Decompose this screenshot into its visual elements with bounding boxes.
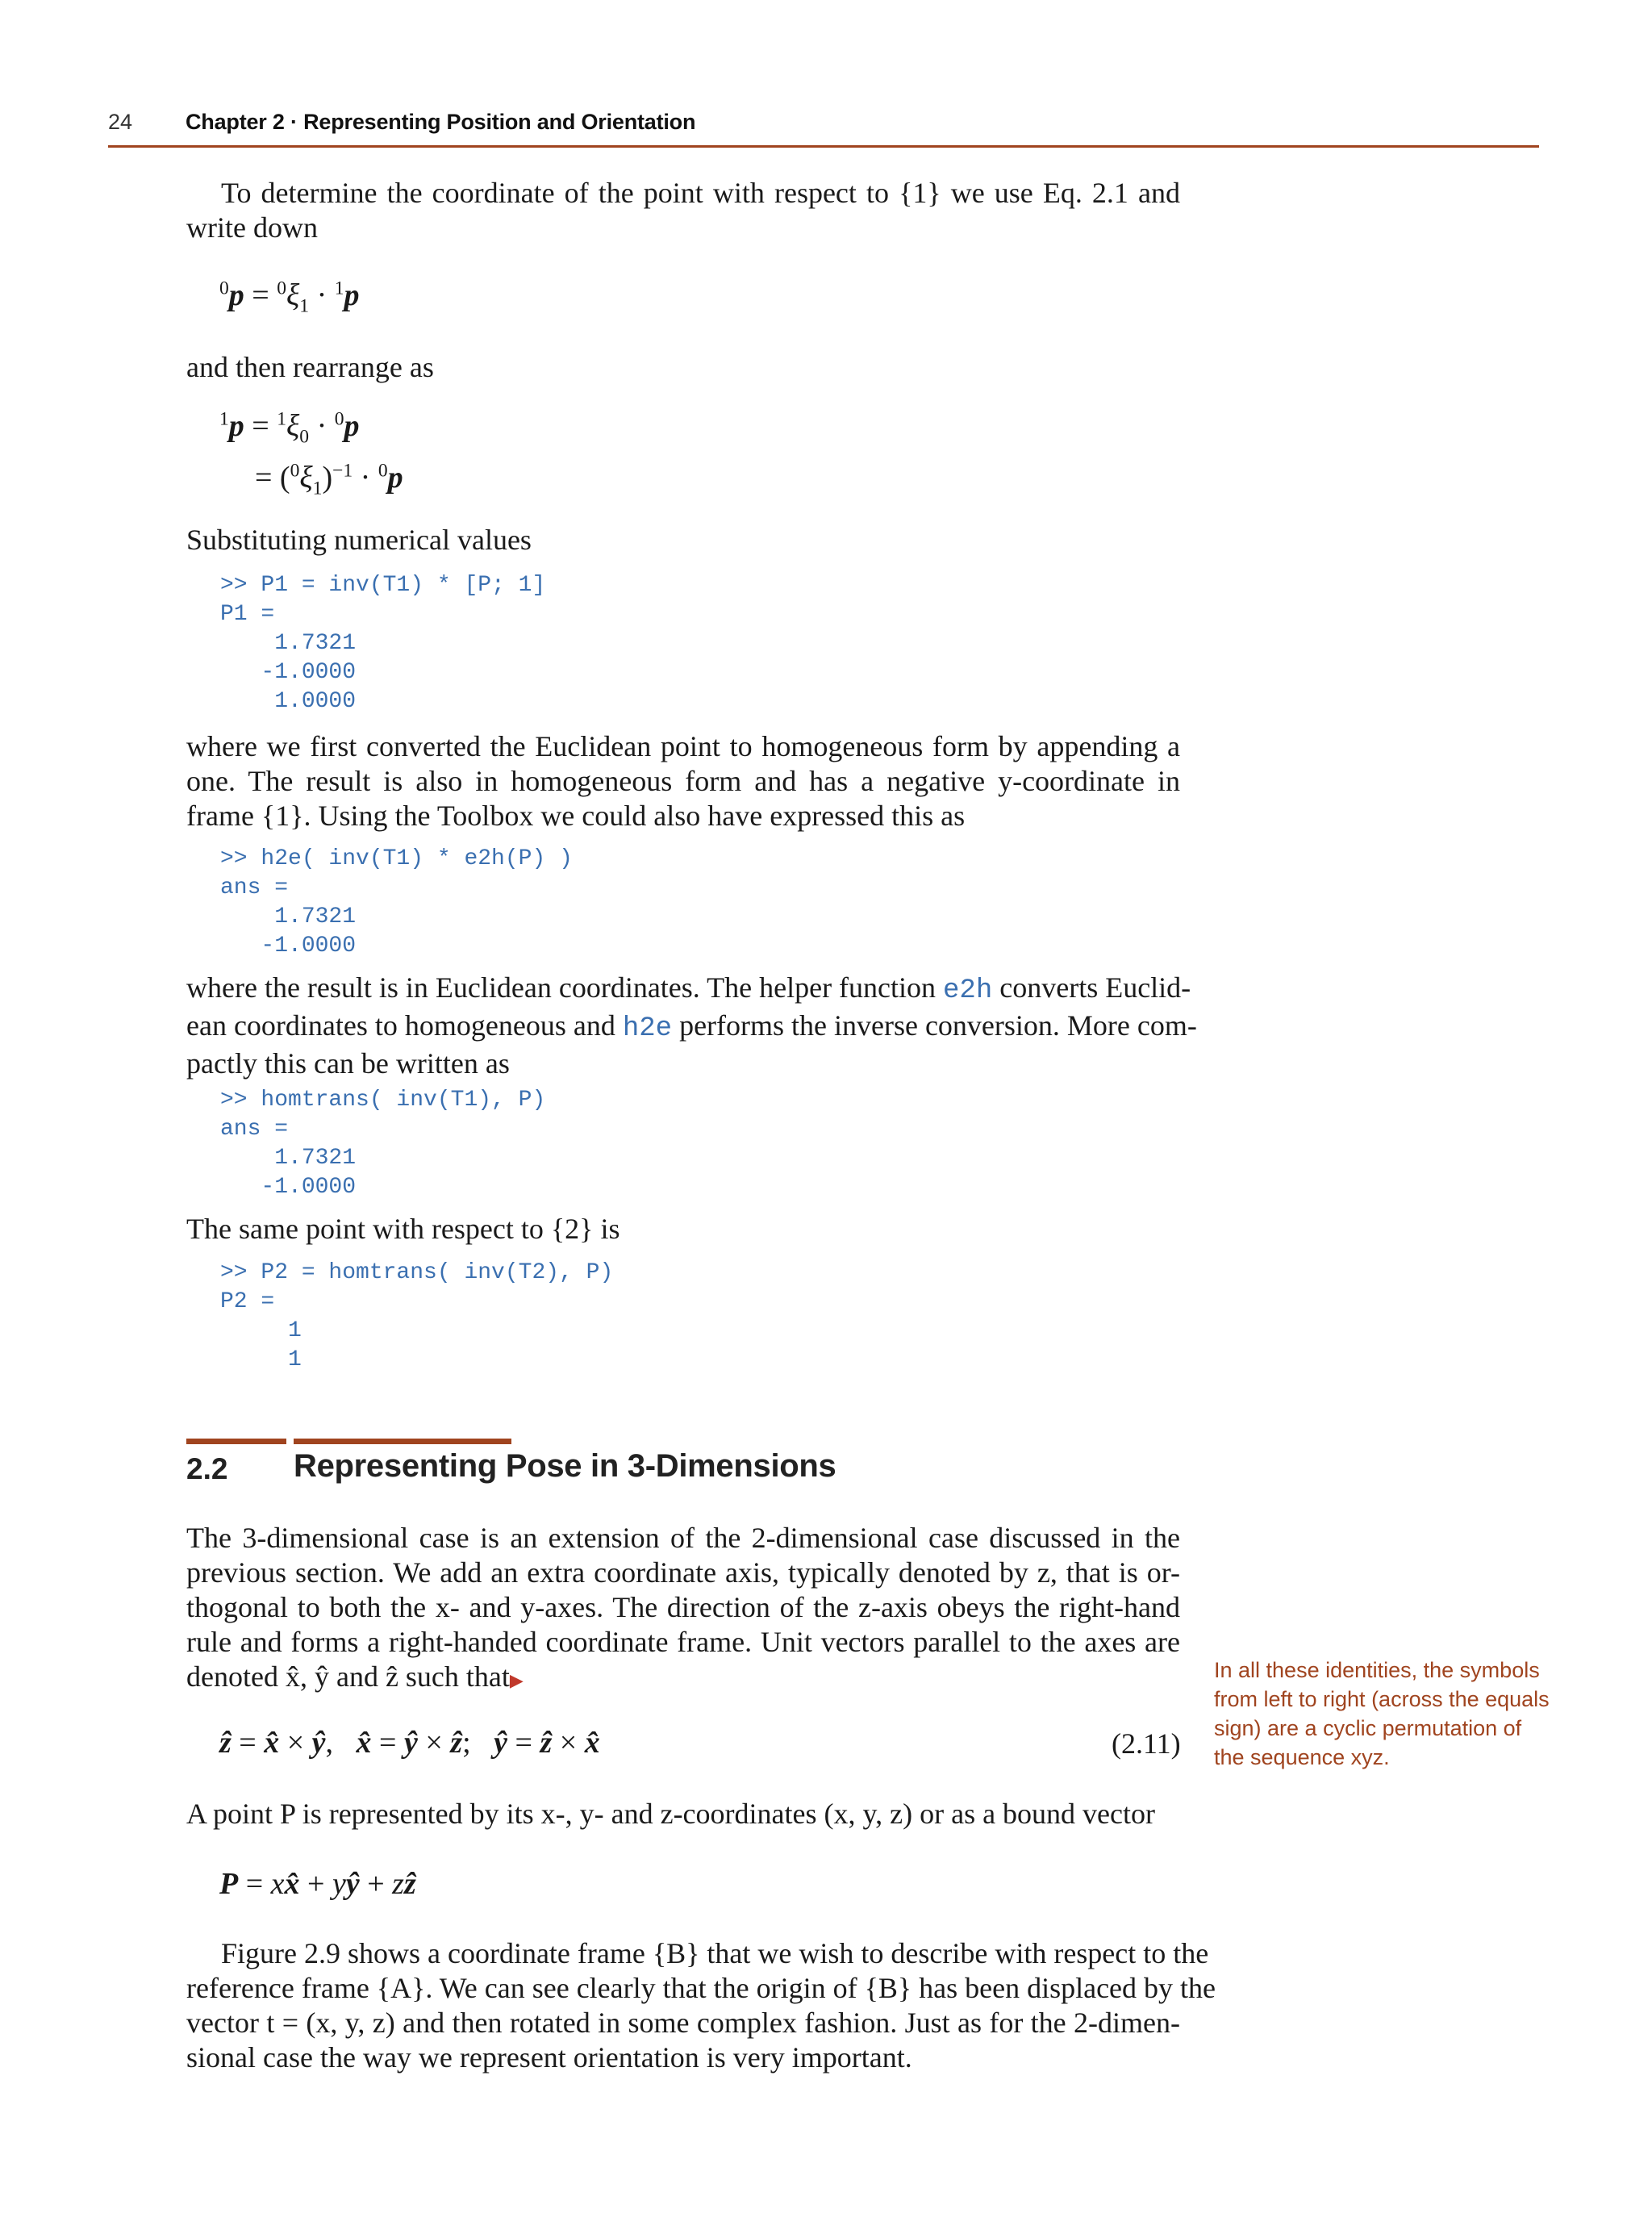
paragraph-substituting: Substituting numerical values	[186, 524, 532, 556]
text-line: pactly this can be written as	[186, 1047, 510, 1080]
text-line	[186, 971, 1191, 1009]
text-line	[186, 1660, 1180, 1698]
text-line: thogonal to both the x- and y-axes. The direction of the z-axis obeys the right-hand	[186, 1591, 1180, 1623]
equation-p1: $^1p = ^1\xi_0 \cdot ^0p$	[219, 408, 360, 448]
equation-number: (2.11)	[1112, 1727, 1181, 1760]
text-span: performs the inverse conversion. More com-	[679, 1009, 1197, 1042]
code-block-homtrans: >> homtrans( inv(T1), P) ans = 1.7321 -1.0000	[220, 1088, 546, 1200]
header-rule	[108, 145, 1539, 148]
inline-code: h2e	[622, 1013, 673, 1044]
section-rule	[294, 1439, 511, 1444]
paragraph-3d-intro	[186, 1521, 1180, 1698]
equation-bound-vector: P = xx̂ + yŷ + zẑ	[219, 1867, 416, 1901]
page-number: 24	[108, 110, 133, 134]
text-line: sional case the way we represent orientation is very important.	[186, 2041, 912, 2074]
section-title: Representing Pose in 3-Dimensions	[294, 1448, 836, 1484]
code-block-p2: >> P2 = homtrans( inv(T2), P) P2 = 1 1	[220, 1260, 614, 1372]
text-line: frame {1}. Using the Toolbox we could also have expressed this as	[186, 800, 966, 832]
equation-cross-products: ẑ = x̂ × ŷ, x̂ = ŷ × ẑ; ŷ = ẑ × x̂	[219, 1726, 600, 1760]
text-span: denoted x̂, ŷ and ẑ such that	[186, 1660, 510, 1693]
margin-note-marker-icon: ▶	[509, 1670, 524, 1690]
code-block-p1: >> P1 = inv(T1) * [P; 1] P1 = 1.7321 -1.0000 1.0000	[220, 573, 546, 714]
paragraph-intro	[186, 176, 1180, 245]
running-title: Chapter 2 · Representing Position and Orientation	[186, 110, 696, 134]
margin-note: In all these identities, the symbols from left to right (across the equals sign) are a cyclic permutation of the sequence xyz.	[1214, 1658, 1550, 1769]
equation-p0: $^0p = ^0\xi_1 \cdot ^1p$	[219, 278, 360, 317]
section-number: 2.2	[186, 1452, 228, 1485]
text-span: converts Euclid-	[999, 971, 1191, 1004]
text-line: rule and forms a right-handed coordinate frame. Unit vectors parallel to the axes are	[186, 1626, 1180, 1658]
text-line: write down	[186, 211, 318, 244]
text-line: where we first converted the Euclidean point to homogeneous form by appending a	[186, 730, 1180, 762]
text-line: The 3-dimensional case is an extension of the 2-dimensional case discussed in the	[186, 1522, 1180, 1554]
text-line: Figure 2.9 shows a coordinate frame {B} that we wish to describe with respect to the	[221, 1937, 1209, 1969]
text-span: ean coordinates to homogeneous and	[186, 1009, 615, 1042]
equation-p1-inverse: = $(^0\xi_1)^{-1} \cdot ^0p$	[255, 460, 403, 499]
paragraph-rearrange: and then rearrange as	[186, 351, 434, 383]
code-block-h2e: >> h2e( inv(T1) * e2h(P) ) ans = 1.7321 -1.0000	[220, 846, 573, 958]
text-line: one. The result is also in homogeneous form and has a negative y-coordinate in	[186, 765, 1180, 797]
text-line: previous section. We add an extra coordinate axis, typically denoted by z, that is or-	[186, 1556, 1180, 1589]
paragraph-figure-ref	[186, 1936, 1216, 2075]
text-line: vector t = (x, y, z) and then rotated in some complex fashion. Just as for the 2-dimen-	[186, 2007, 1180, 2039]
paragraph-helper-functions	[186, 971, 1197, 1081]
paragraph-homogeneous	[186, 729, 1180, 833]
text-line: reference frame {A}. We can see clearly that the origin of {B} has been displaced by the	[186, 1972, 1216, 2004]
text-span: where the result is in Euclidean coordinates. The helper function	[186, 971, 937, 1004]
inline-code: e2h	[943, 975, 993, 1006]
paragraph-bound-vector: A point P is represented by its x-, y- and z-coordinates (x, y, z) or as a bound vector	[186, 1798, 1156, 1830]
paragraph-same-point: The same point with respect to {2} is	[186, 1213, 620, 1245]
section-rule	[186, 1439, 286, 1444]
text-line: To determine the coordinate of the point with respect to {1} we use Eq. 2.1 and	[221, 177, 1180, 209]
text-line	[186, 1009, 1197, 1046]
